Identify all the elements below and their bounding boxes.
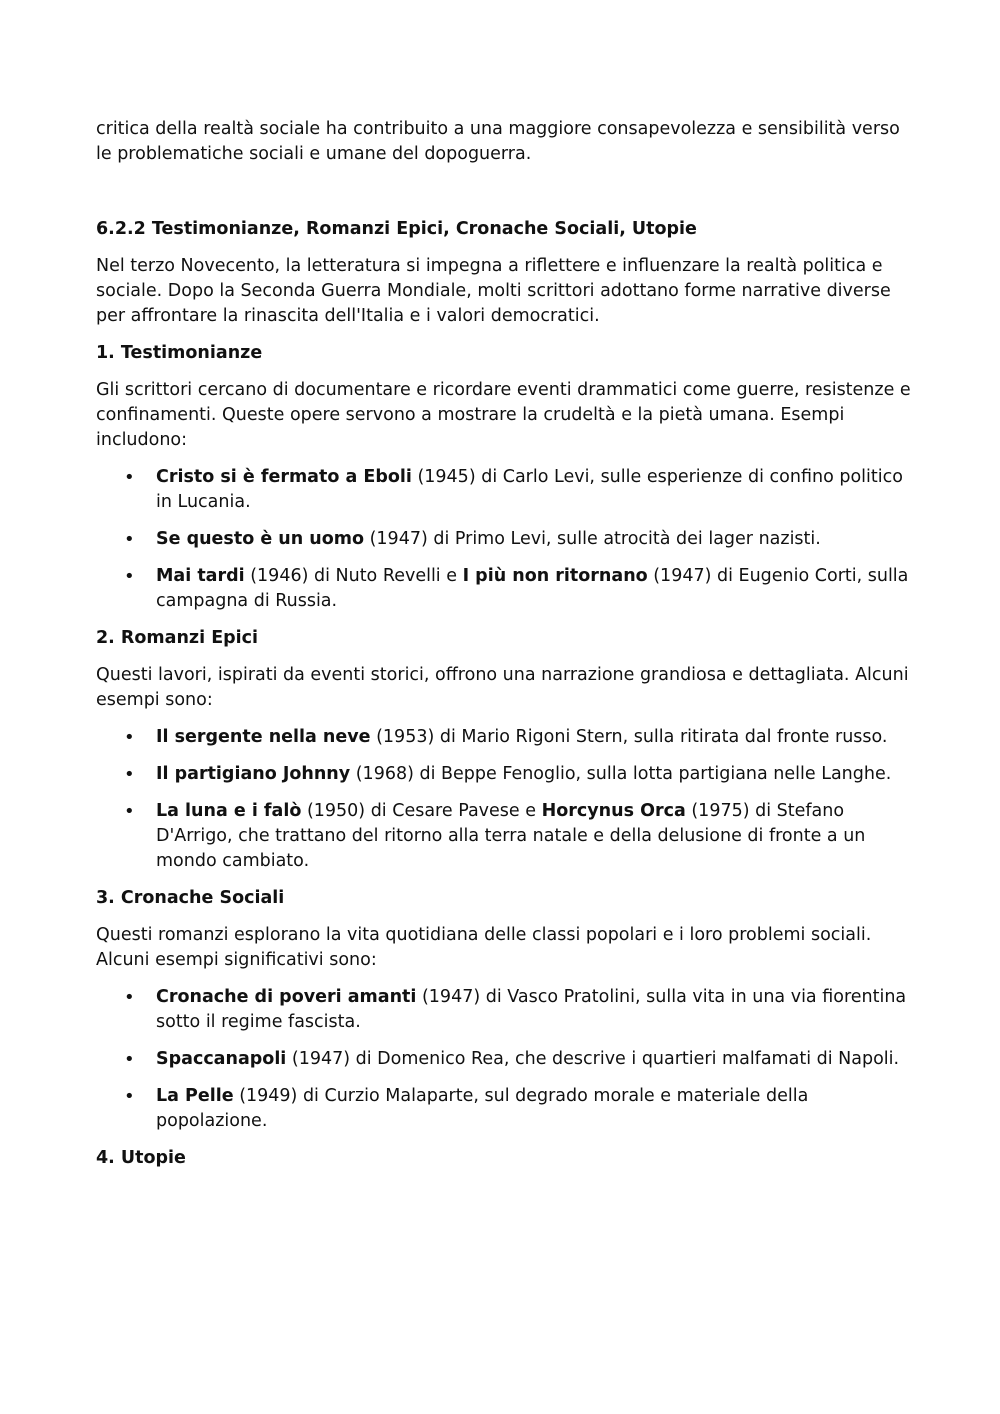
book-title: Il partigiano Johnny xyxy=(156,764,351,784)
book-title: I più non ritornano xyxy=(462,566,648,586)
list-item xyxy=(156,465,911,515)
book-title: Cristo si è fermato a Eboli xyxy=(156,467,412,487)
item-text: (1953) di Mario Rigoni Stern, sulla ritirata dal fronte russo. xyxy=(370,727,888,747)
item-text: (1947) di Eugenio Corti, sulla campagna di Russia. xyxy=(156,566,909,611)
book-title: La Pelle xyxy=(156,1086,234,1106)
section-title: 6.2.2 Testimonianze, Romanzi Epici, Cronache Sociali, Utopie xyxy=(96,219,697,239)
item-text: (1950) di Cesare Pavese e xyxy=(301,801,542,821)
book-title: Horcynus Orca xyxy=(541,801,686,821)
paragraph-romanzi-epici: Questi lavori, ispirati da eventi storici, offrono una narrazione grandiosa e dettagliata. Alcuni esempi sono: xyxy=(96,665,909,710)
book-title: Il sergente nella neve xyxy=(156,727,371,747)
book-title: La luna e i falò xyxy=(156,801,302,821)
item-text: (1945) di Carlo Levi, sulle esperienze di confino politico in Lucania. xyxy=(156,467,903,512)
intro-paragraph: critica della realtà sociale ha contribuito a una maggiore consapevolezza e sensibilità verso le problematiche sociali e umane del dopoguerra. xyxy=(96,119,900,164)
item-text: (1975) di Stefano D'Arrigo, che trattano del ritorno alla terra natale e della delusione di fronte a un mondo cambiato. xyxy=(156,801,866,871)
list-cronache-sociali xyxy=(96,985,911,1134)
list-item xyxy=(156,762,911,787)
list-item xyxy=(156,1084,911,1134)
list-testimonianze xyxy=(96,465,911,614)
list-item xyxy=(156,564,911,614)
item-text: (1946) di Nuto Revelli e xyxy=(244,566,463,586)
section-intro: Nel terzo Novecento, la letteratura si impegna a riflettere e influenzare la realtà politica e sociale. Dopo la Seconda Guerra Mondiale, molti scrittori adottano forme narrative diverse per affrontare la rinascita dell'Italia e i valori democratici. xyxy=(96,256,891,326)
item-text: (1968) di Beppe Fenoglio, sulla lotta partigiana nelle Langhe. xyxy=(350,764,892,784)
list-item xyxy=(156,527,911,552)
list-item xyxy=(156,799,911,874)
list-item xyxy=(156,985,911,1035)
book-title: Cronache di poveri amanti xyxy=(156,987,417,1007)
list-romanzi-epici xyxy=(96,725,911,874)
heading-testimonianze: 1. Testimonianze xyxy=(96,343,263,363)
item-text: (1949) di Curzio Malaparte, sul degrado morale e materiale della popolazione. xyxy=(156,1086,809,1131)
list-item xyxy=(156,1047,911,1072)
book-title: Spaccanapoli xyxy=(156,1049,287,1069)
book-title: Mai tardi xyxy=(156,566,245,586)
item-text: (1947) di Vasco Pratolini, sulla vita in una via fiorentina sotto il regime fascista. xyxy=(156,987,907,1032)
paragraph-cronache-sociali: Questi romanzi esplorano la vita quotidiana delle classi popolari e i loro problemi sociali. Alcuni esempi significativi sono: xyxy=(96,925,872,970)
heading-romanzi-epici: 2. Romanzi Epici xyxy=(96,628,259,648)
item-text: (1947) di Primo Levi, sulle atrocità dei lager nazisti. xyxy=(364,529,821,549)
page-content xyxy=(96,117,911,1183)
book-title: Se questo è un uomo xyxy=(156,529,365,549)
paragraph-testimonianze: Gli scrittori cercano di documentare e ricordare eventi drammatici come guerre, resistenze e confinamenti. Queste opere servono a mostrare la crudeltà e la pietà umana. Esempi includono: xyxy=(96,380,911,450)
heading-cronache-sociali: 3. Cronache Sociali xyxy=(96,888,285,908)
item-text: (1947) di Domenico Rea, che descrive i quartieri malfamati di Napoli. xyxy=(286,1049,900,1069)
heading-utopie: 4. Utopie xyxy=(96,1148,186,1168)
list-item xyxy=(156,725,911,750)
